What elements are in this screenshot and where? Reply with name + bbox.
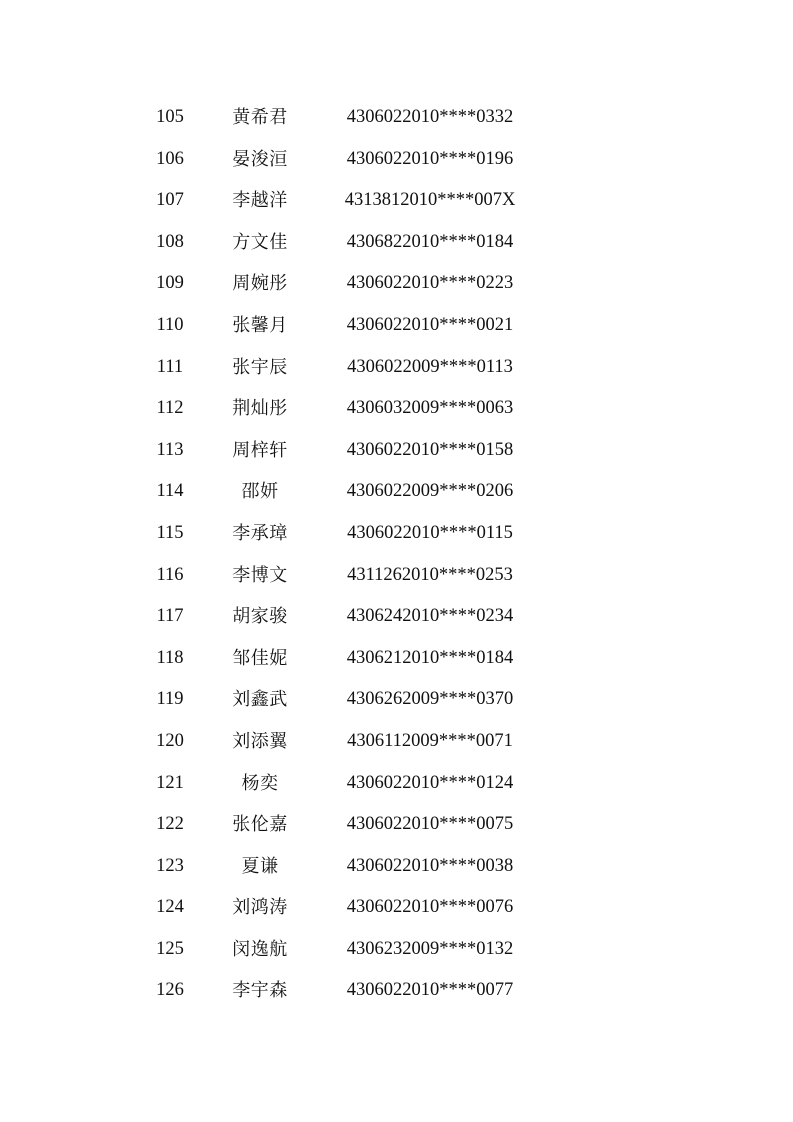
student-name: 夏谦 bbox=[241, 855, 279, 877]
roster-row bbox=[0, 430, 793, 472]
id-number: 4306112009****0071 bbox=[347, 730, 513, 751]
student-name: 刘添翼 bbox=[232, 730, 288, 752]
student-name: 周婉彤 bbox=[232, 273, 288, 295]
id-number: 4306242010****0234 bbox=[346, 606, 514, 627]
student-name: 张伦嘉 bbox=[232, 814, 288, 836]
id-number: 4306022010****0115 bbox=[347, 522, 513, 543]
student-name: 晏浚洹 bbox=[232, 148, 288, 170]
roster-row bbox=[0, 721, 793, 763]
roster-row bbox=[0, 263, 793, 305]
roster-row bbox=[0, 180, 793, 222]
id-number: 4306262009****0370 bbox=[346, 689, 514, 710]
row-number: 125 bbox=[156, 938, 184, 959]
student-name: 邹佳妮 bbox=[232, 647, 288, 669]
student-name: 胡家骏 bbox=[232, 606, 288, 628]
id-number: 4306232009****0132 bbox=[346, 938, 514, 959]
row-number: 114 bbox=[156, 481, 184, 502]
roster-row bbox=[0, 970, 793, 1012]
roster-list bbox=[0, 97, 793, 1012]
id-number: 4306032009****0063 bbox=[346, 398, 514, 419]
roster-row bbox=[0, 638, 793, 680]
id-number: 4313812010****007X bbox=[344, 190, 516, 211]
roster-row bbox=[0, 887, 793, 929]
student-name: 刘鸿涛 bbox=[232, 897, 288, 919]
roster-row bbox=[0, 97, 793, 139]
row-number: 124 bbox=[156, 897, 184, 918]
id-number: 4311262010****0253 bbox=[347, 564, 513, 585]
student-name: 杨奕 bbox=[241, 772, 279, 794]
student-name: 周梓轩 bbox=[232, 439, 288, 461]
row-number: 115 bbox=[156, 522, 184, 543]
roster-row bbox=[0, 347, 793, 389]
row-number: 113 bbox=[156, 439, 184, 460]
row-number: 121 bbox=[156, 772, 184, 793]
id-number: 4306022010****0077 bbox=[346, 980, 514, 1001]
row-number: 123 bbox=[156, 855, 184, 876]
row-number: 116 bbox=[156, 564, 184, 585]
row-number: 112 bbox=[156, 398, 184, 419]
roster-row bbox=[0, 555, 793, 597]
row-number: 110 bbox=[156, 314, 184, 335]
id-number: 4306022010****0332 bbox=[346, 107, 514, 127]
row-number: 105 bbox=[156, 107, 184, 127]
row-number: 118 bbox=[156, 647, 184, 668]
id-number: 4306022010****0223 bbox=[346, 273, 514, 294]
student-name: 方文佳 bbox=[232, 231, 288, 253]
id-number: 4306022010****0158 bbox=[346, 439, 514, 460]
id-number: 4306022010****0038 bbox=[346, 855, 514, 876]
id-number: 4306022009****0206 bbox=[346, 481, 514, 502]
student-name: 荆灿彤 bbox=[232, 398, 288, 420]
student-name: 李越洋 bbox=[232, 190, 288, 212]
row-number: 107 bbox=[156, 190, 184, 211]
row-number: 111 bbox=[156, 356, 184, 377]
id-number: 4306022010****0124 bbox=[346, 772, 514, 793]
roster-row bbox=[0, 388, 793, 430]
student-name: 张馨月 bbox=[232, 314, 288, 336]
roster-row bbox=[0, 929, 793, 971]
student-name: 黄希君 bbox=[232, 107, 288, 128]
id-number: 4306022010****0196 bbox=[346, 148, 514, 169]
roster-row bbox=[0, 513, 793, 555]
student-name: 邵妍 bbox=[241, 481, 279, 503]
row-number: 122 bbox=[156, 814, 184, 835]
row-number: 106 bbox=[156, 148, 184, 169]
row-number: 109 bbox=[156, 273, 184, 294]
roster-row bbox=[0, 679, 793, 721]
roster-row bbox=[0, 222, 793, 264]
row-number: 108 bbox=[156, 231, 184, 252]
id-number: 4306022010****0076 bbox=[346, 897, 514, 918]
student-name: 李博文 bbox=[232, 564, 288, 586]
row-number: 120 bbox=[156, 730, 184, 751]
roster-row bbox=[0, 804, 793, 846]
id-number: 4306212010****0184 bbox=[346, 647, 514, 668]
roster-row bbox=[0, 846, 793, 888]
student-name: 李宇森 bbox=[232, 980, 288, 1002]
roster-row bbox=[0, 763, 793, 805]
student-name: 刘鑫武 bbox=[232, 689, 288, 711]
row-number: 117 bbox=[156, 606, 184, 627]
student-name: 张宇辰 bbox=[232, 356, 288, 378]
roster-row bbox=[0, 305, 793, 347]
roster-row bbox=[0, 471, 793, 513]
roster-row bbox=[0, 596, 793, 638]
student-name: 闵逸航 bbox=[232, 938, 288, 960]
id-number: 4306022009****0113 bbox=[347, 356, 513, 377]
id-number: 4306022010****0075 bbox=[346, 814, 514, 835]
row-number: 119 bbox=[156, 689, 184, 710]
row-number: 126 bbox=[156, 980, 184, 1001]
id-number: 4306022010****0021 bbox=[346, 314, 514, 335]
student-name: 李承璋 bbox=[232, 522, 288, 544]
roster-row bbox=[0, 139, 793, 181]
id-number: 4306822010****0184 bbox=[346, 231, 514, 252]
